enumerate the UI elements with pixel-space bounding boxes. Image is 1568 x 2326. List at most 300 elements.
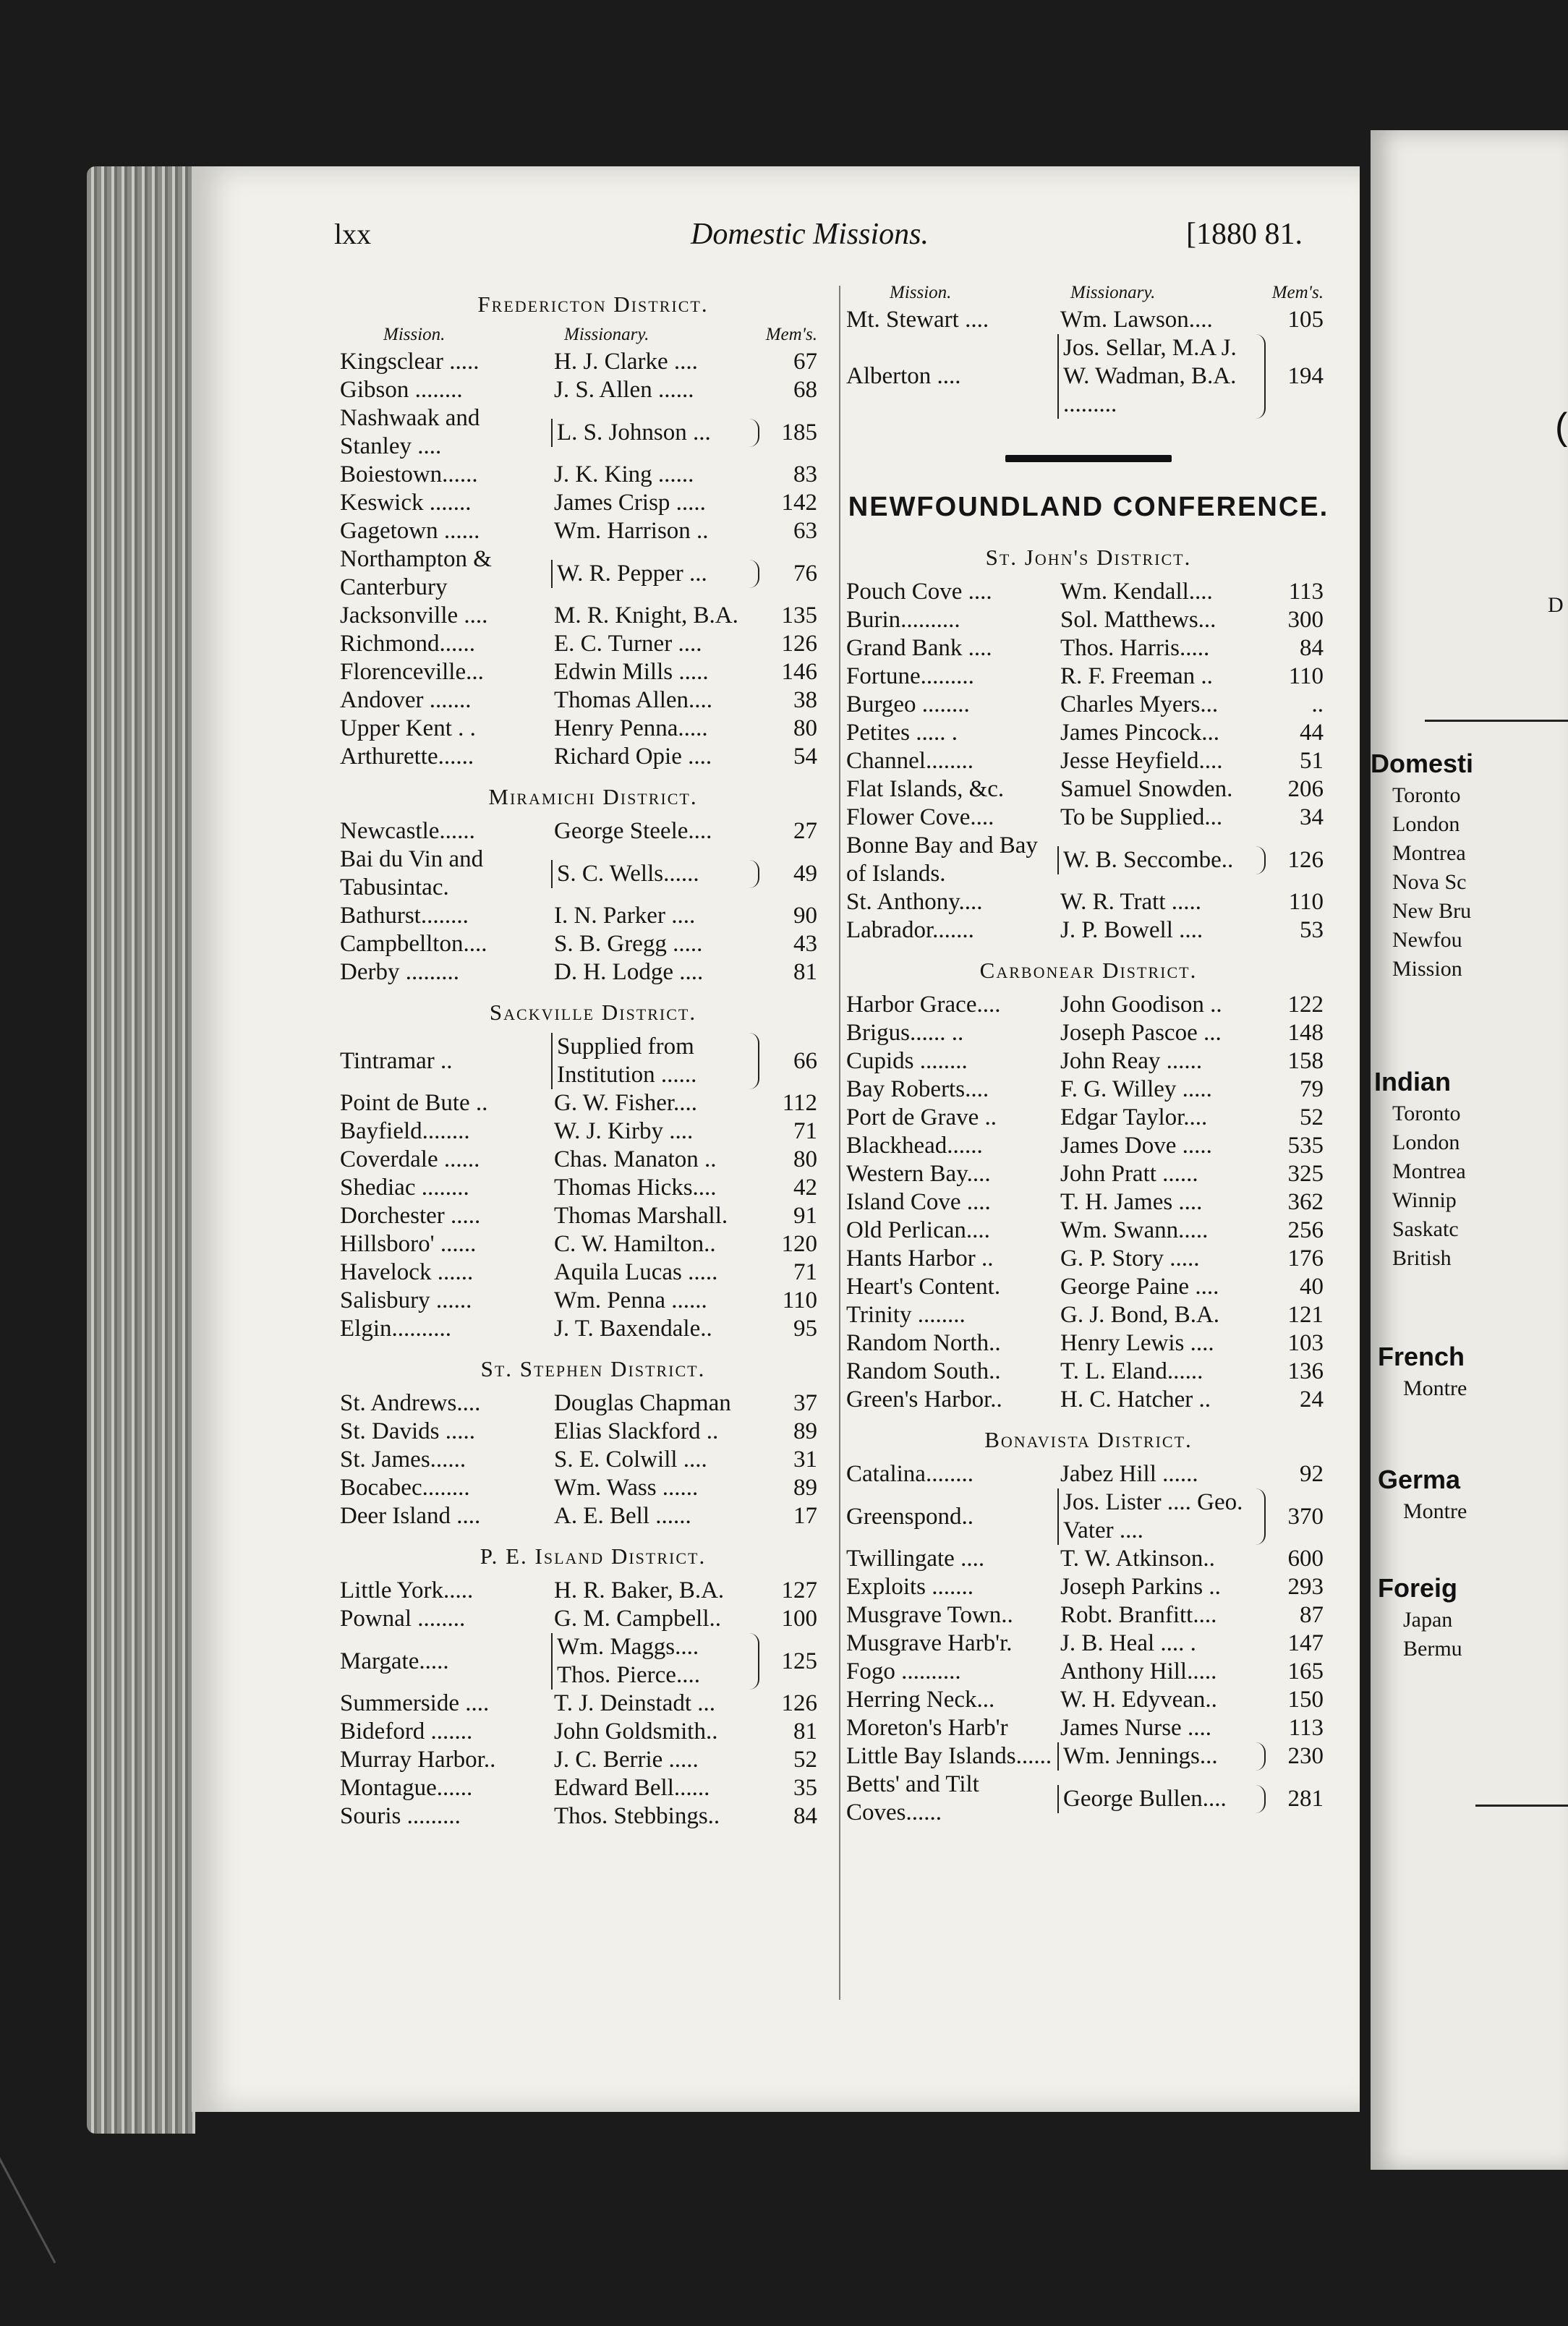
member-count: 126 [781,631,817,657]
mission-row [340,1802,846,1831]
mission-row [340,1230,846,1258]
member-count: 80 [793,715,817,741]
member-count: 27 [793,818,817,844]
mission-row [846,334,1331,419]
mission-name: Upper Kent . . [340,715,476,741]
member-count: 83 [793,461,817,487]
mission-name: Cupids ........ [846,1048,968,1074]
member-count: 110 [782,1287,817,1313]
facing-section-item: Montrea [1392,1159,1466,1183]
facing-page-fragment: D [1548,593,1564,617]
mission-name: St. Anthony.... [846,889,983,915]
member-count: 71 [793,1118,817,1144]
district-heading: St. Stephen District. [480,1356,706,1381]
facing-section-item: New Bru [1392,899,1472,923]
mission-row [340,845,846,902]
mission-name: Trinity ........ [846,1302,966,1328]
missionary-name: Douglas Chapman [554,1390,731,1416]
mission-name: Deer Island .... [340,1503,481,1529]
mission-name: Havelock ...... [340,1259,474,1285]
mission-row [340,743,846,771]
mission-row [846,832,1331,888]
mission-name: Richmond...... [340,631,475,657]
mission-row [846,1104,1331,1132]
member-count: 121 [1287,1302,1324,1328]
missionary-name: T. J. Deinstadt ... [554,1690,716,1716]
member-count: .. [1311,691,1324,717]
member-count: 127 [781,1577,817,1603]
missionary-name: Aquila Lucas ..... [554,1259,718,1285]
mission-row [340,1746,846,1774]
member-count: 148 [1287,1020,1324,1046]
member-count: 110 [1288,663,1324,689]
mission-row [340,1718,846,1746]
mission-row [340,1089,846,1117]
mission-row [340,686,846,715]
facing-section-item: Montre [1403,1376,1467,1400]
mission-name: Little Bay Islands...... [846,1743,1052,1769]
mission-name: Hillsboro' ...... [340,1231,477,1257]
mission-row [846,1386,1331,1414]
member-count: 146 [781,659,817,685]
mission-row [846,1630,1331,1658]
missionary-name: Wm. Jennings... [1057,1742,1266,1771]
mission-name: Herring Neck... [846,1687,995,1713]
member-count: 185 [781,419,817,446]
mission-row [340,1633,846,1690]
mission-name: Florenceville... [340,659,484,685]
member-count: 80 [793,1146,817,1172]
missionary-name: S. B. Gregg ..... [554,931,703,957]
header-missionary: Missionary. [564,325,649,344]
missionary-name: D. H. Lodge .... [554,959,704,985]
facing-section-title: Germa [1378,1465,1461,1494]
mission-row [846,888,1331,916]
district-heading: Bonavista District. [984,1427,1193,1452]
missionary-name: J. C. Berrie ..... [554,1747,699,1773]
mission-name: Northampton & Canterbury [340,546,492,600]
facing-page [1371,130,1568,2170]
facing-section-item: Toronto [1392,783,1461,807]
header-mission: Mission. [383,325,446,344]
member-count: 34 [1300,804,1324,830]
mission-name: Port de Grave .. [846,1104,997,1130]
missionary-name: Wm. Maggs.... Thos. Pierce.... [551,1633,759,1690]
missionary-name: Jos. Lister .... Geo. Vater .... [1057,1488,1266,1545]
missionary-name: Elias Slackford .. [554,1418,719,1444]
member-count: 293 [1287,1574,1324,1600]
mission-name: Fortune......... [846,663,974,689]
missionary-name: G. P. Story ..... [1060,1245,1200,1271]
mission-name: Newcastle...... [340,818,475,844]
mission-row [340,489,846,517]
member-count: 37 [793,1390,817,1416]
missionary-name: Wm. Penna ...... [554,1287,707,1313]
left-column [340,278,846,1831]
member-count: 67 [793,349,817,375]
member-count: 125 [781,1648,817,1674]
member-count: 54 [793,744,817,770]
missionary-name: G. J. Bond, B.A. [1060,1302,1220,1328]
header-missionary: Missionary. [1070,283,1156,302]
mission-name: Bay Roberts.... [846,1076,989,1102]
missionary-name: John Reay ...... [1060,1048,1203,1074]
facing-section-item: Winnip [1392,1188,1457,1212]
missionary-name: Thomas Hicks.... [554,1175,717,1201]
member-count: 142 [781,490,817,516]
missionary-name: Wm. Swann..... [1060,1217,1209,1243]
mission-name: Campbellton.... [340,931,487,957]
missionary-name: Henry Lewis .... [1060,1330,1214,1356]
missionary-name: Supplied from Institution ...... [551,1033,759,1089]
missionary-name: Richard Opie .... [554,744,712,770]
mission-name: Boiestown...... [340,461,478,487]
missionary-name: Wm. Wass ...... [554,1475,699,1501]
missionary-name: Chas. Manaton .. [554,1146,717,1172]
mission-name: Gibson ........ [340,377,463,403]
missionary-name: S. C. Wells...... [551,860,759,888]
missionary-name: Jabez Hill ...... [1060,1461,1198,1487]
mission-name: Salisbury ...... [340,1287,472,1313]
mission-row [340,817,846,845]
mission-row [340,602,846,630]
member-count: 81 [793,1718,817,1744]
mission-row [846,804,1331,832]
mission-name: Labrador....... [846,917,974,943]
mission-name: Little York..... [340,1577,474,1603]
missionary-name: J. T. Baxendale.. [554,1316,712,1342]
mission-row [340,1117,846,1146]
mission-name: Catalina........ [846,1461,973,1487]
facing-section-title: French [1378,1342,1465,1371]
member-count: 51 [1300,748,1324,774]
mission-name: Summerside .... [340,1690,490,1716]
mission-row [846,1132,1331,1160]
mission-row [846,1075,1331,1104]
missionary-name: Robt. Branfitt.... [1060,1602,1217,1628]
mission-name: Channel........ [846,748,973,774]
member-count: 44 [1300,720,1324,746]
member-count: 300 [1287,607,1324,633]
mission-row [846,916,1331,945]
member-count: 79 [1300,1076,1324,1102]
mission-name: Random North.. [846,1330,1001,1356]
missionary-name: J. K. King ...... [554,461,694,487]
missionary-name: George Bullen.... [1057,1785,1266,1813]
mission-name: Burin.......... [846,607,960,633]
member-count: 84 [793,1803,817,1829]
mission-name: Green's Harbor.. [846,1386,1002,1413]
mission-row [846,306,1331,334]
mission-name: Harbor Grace.... [846,992,1001,1018]
member-count: 38 [793,687,817,713]
mission-name: Kingsclear ..... [340,349,480,375]
mission-name: Alberton .... [846,363,961,389]
mission-name: Musgrave Harb'r. [846,1630,1013,1656]
mission-name: Petites ..... . [846,720,958,746]
facing-section-item: Montre [1403,1499,1467,1523]
mission-row [340,517,846,545]
mission-name: Betts' and Tilt Coves...... [846,1771,979,1826]
facing-section-item: Saskatc [1392,1217,1459,1241]
district-heading: St. John's District. [985,545,1192,570]
facing-page-rule [1475,1805,1568,1807]
district-heading: P. E. Island District. [480,1543,707,1569]
member-count: 194 [1287,363,1324,389]
missionary-name: Wm. Kendall.... [1060,579,1213,605]
missionary-name: H. C. Hatcher .. [1060,1386,1211,1413]
mission-row [846,747,1331,775]
member-count: 63 [793,518,817,544]
mission-name: Coverdale ...... [340,1146,480,1172]
mission-name: Twillingate .... [846,1546,985,1572]
mission-name: Old Perlican.... [846,1217,990,1243]
right-column [846,278,1331,1827]
mission-name: Andover ....... [340,687,472,713]
facing-section-item: British [1392,1246,1452,1270]
mission-row [846,1329,1331,1358]
mission-name: Bocabec........ [340,1475,470,1501]
mission-row [340,930,846,958]
member-count: 256 [1287,1217,1324,1243]
mission-row [340,1146,846,1174]
facing-section-item: Montrea [1392,841,1466,865]
member-count: 206 [1287,776,1324,802]
missionary-name: T. W. Atkinson.. [1060,1546,1215,1572]
member-count: 136 [1287,1358,1324,1384]
mission-row [846,663,1331,691]
missionary-name: G. W. Fisher.... [554,1090,698,1116]
mission-row [846,606,1331,634]
mission-row [846,1245,1331,1273]
missionary-name: Thomas Marshall. [554,1203,728,1229]
mission-name: Arthurette...... [340,744,474,770]
member-count: 110 [1288,889,1324,915]
mission-row [340,348,846,376]
member-count: 92 [1300,1461,1324,1487]
member-count: 89 [793,1418,817,1444]
mission-row [340,902,846,930]
member-count: 52 [1300,1104,1324,1130]
missionary-name: Edwin Mills ..... [554,659,709,685]
mission-name: Pownal ........ [340,1606,466,1632]
facing-section-title: Domesti [1371,749,1474,778]
missionary-name: H. J. Clarke .... [554,349,698,375]
mission-row [340,1287,846,1315]
member-count: 91 [793,1203,817,1229]
missionary-name: Anthony Hill..... [1060,1658,1217,1684]
mission-row [340,1202,846,1230]
header-mission: Mission. [890,283,952,302]
member-count: 24 [1300,1386,1324,1413]
member-count: 230 [1287,1743,1324,1769]
member-count: 281 [1287,1785,1324,1812]
mission-name: Fogo .......... [846,1658,961,1684]
missionary-name: Thos. Harris..... [1060,635,1210,661]
mission-row [340,1389,846,1418]
mission-row [340,461,846,489]
facing-page-rule [1425,720,1568,722]
mission-name: Bonne Bay and Bay of Islands. [846,832,1038,887]
mission-row [340,1174,846,1202]
mission-row [340,1418,846,1446]
missionary-name: Wm. Lawson.... [1060,307,1213,333]
member-count: 103 [1287,1330,1324,1356]
mission-name: Keswick ....... [340,490,472,516]
member-count: 52 [793,1747,817,1773]
mission-name: Moreton's Harb'r [846,1715,1008,1741]
mission-row [846,1771,1331,1827]
mission-name: Hants Harbor .. [846,1245,994,1271]
mission-name: Pouch Cove .... [846,579,992,605]
mission-row [340,630,846,658]
missionary-name: F. G. Willey ..... [1060,1076,1212,1102]
missionary-name: W. R. Tratt ..... [1060,889,1202,915]
missionary-name: Joseph Pascoe ... [1060,1020,1222,1046]
mission-name: Dorchester ..... [340,1203,481,1229]
missionary-name: John Goodison .. [1060,992,1222,1018]
missionary-name: R. F. Freeman .. [1060,663,1213,689]
mission-name: Exploits ....... [846,1574,974,1600]
member-count: 42 [793,1175,817,1201]
year-range: [1880 81. [1186,218,1303,251]
mission-name: Jacksonville .... [340,602,488,629]
missionary-name: Edgar Taylor.... [1060,1104,1208,1130]
column-headers [340,325,846,345]
header-members: Mem's. [1271,283,1324,302]
member-count: 95 [793,1316,817,1342]
facing-section-title: Foreig [1378,1573,1458,1603]
missionary-name: Samuel Snowden. [1060,776,1233,802]
district-heading: Carbonear District. [979,958,1198,983]
mission-row [846,1488,1331,1545]
mission-name: Brigus...... .. [846,1020,964,1046]
missionary-name: C. W. Hamilton.. [554,1231,716,1257]
missionary-name: T. L. Eland...... [1060,1358,1203,1384]
mission-row [846,634,1331,663]
member-count: 113 [1288,579,1324,605]
mission-name: Heart's Content. [846,1274,1001,1300]
mission-name: Bathurst........ [340,903,469,929]
mission-name: St. Andrews.... [340,1390,481,1416]
mission-name: Blackhead...... [846,1133,983,1159]
missionary-name: W. B. Seccombe.. [1057,846,1266,874]
mission-row [846,1019,1331,1047]
member-count: 35 [793,1775,817,1801]
member-count: 76 [793,560,817,587]
mission-row [846,1573,1331,1601]
missionary-name: John Pratt ...... [1060,1161,1198,1187]
mission-row [846,1658,1331,1686]
mission-name: Point de Bute .. [340,1090,488,1116]
facing-section-item: London [1392,1130,1460,1154]
district-heading: Fredericton District. [477,291,709,317]
mission-name: Western Bay.... [846,1161,991,1187]
member-count: 87 [1300,1602,1324,1628]
missionary-name: Jesse Heyfield.... [1060,748,1223,774]
member-count: 158 [1287,1048,1324,1074]
missionary-name: Edward Bell...... [554,1775,710,1801]
mission-row [340,404,846,461]
mission-row [846,691,1331,719]
mission-row [846,1714,1331,1742]
missionary-name: J. B. Heal .... . [1060,1630,1196,1656]
missionary-name: Henry Penna..... [554,715,708,741]
mission-name: Random South.. [846,1358,1001,1384]
mission-row [846,1742,1331,1771]
mission-row [846,1188,1331,1217]
missionary-name: James Dove ..... [1060,1133,1212,1159]
member-count: 31 [793,1447,817,1473]
facing-page-fragment: ( [1555,406,1568,448]
facing-section-item: Japan [1403,1608,1453,1632]
mission-name: Murray Harbor.. [340,1747,496,1773]
mission-name: Souris ......... [340,1803,461,1829]
missionary-name: Charles Myers... [1060,691,1219,717]
mission-row [340,1258,846,1287]
missionary-name: S. E. Colwill .... [554,1447,707,1473]
column-headers [846,283,1331,303]
mission-name: Bayfield........ [340,1118,470,1144]
mission-row [340,376,846,404]
member-count: 81 [793,959,817,985]
member-count: 66 [793,1047,817,1074]
member-count: 84 [1300,635,1324,661]
mission-row [846,1686,1331,1714]
page-number: lxx [334,218,372,250]
member-count: 135 [781,602,817,629]
district-heading: Sackville District. [489,1000,697,1025]
mission-row [340,1474,846,1502]
facing-section-item: Toronto [1392,1102,1461,1125]
member-count: 49 [793,860,817,887]
member-count: 150 [1287,1687,1324,1713]
member-count: 71 [793,1259,817,1285]
member-count: 105 [1287,307,1324,333]
missionary-name: J. S. Allen ...... [554,377,694,403]
mission-name: Tintramar .. [340,1047,453,1074]
member-count: 112 [782,1090,817,1116]
missionary-name: M. R. Knight, B.A. [554,602,738,629]
mission-row [846,1301,1331,1329]
facing-section-item: Newfou [1392,928,1462,952]
mission-row [846,578,1331,606]
mission-row [846,1273,1331,1301]
mission-row [340,1446,846,1474]
missionary-name: W. R. Pepper ... [551,560,759,588]
missionary-name: J. P. Bowell .... [1060,917,1203,943]
mission-row [846,1460,1331,1488]
missionary-name: To be Supplied... [1060,804,1223,830]
mission-row [846,1601,1331,1630]
mission-row [846,719,1331,747]
mission-name: St. Davids ..... [340,1418,476,1444]
missionary-name: H. R. Baker, B.A. [554,1577,725,1603]
missionary-name: W. J. Kirby .... [554,1118,694,1144]
section-rule [1005,455,1172,462]
member-count: 370 [1287,1503,1324,1530]
mission-row [846,1047,1331,1075]
mission-row [340,1690,846,1718]
missionary-name: Thomas Allen.... [554,687,713,713]
member-count: 362 [1287,1189,1324,1215]
missionary-name: Wm. Harrison .. [554,518,709,544]
mission-name: Elgin.......... [340,1316,451,1342]
member-count: 120 [781,1231,817,1257]
member-count: 165 [1287,1658,1324,1684]
header-members: Mem's. [765,325,817,344]
missionary-name: George Paine .... [1060,1274,1219,1300]
